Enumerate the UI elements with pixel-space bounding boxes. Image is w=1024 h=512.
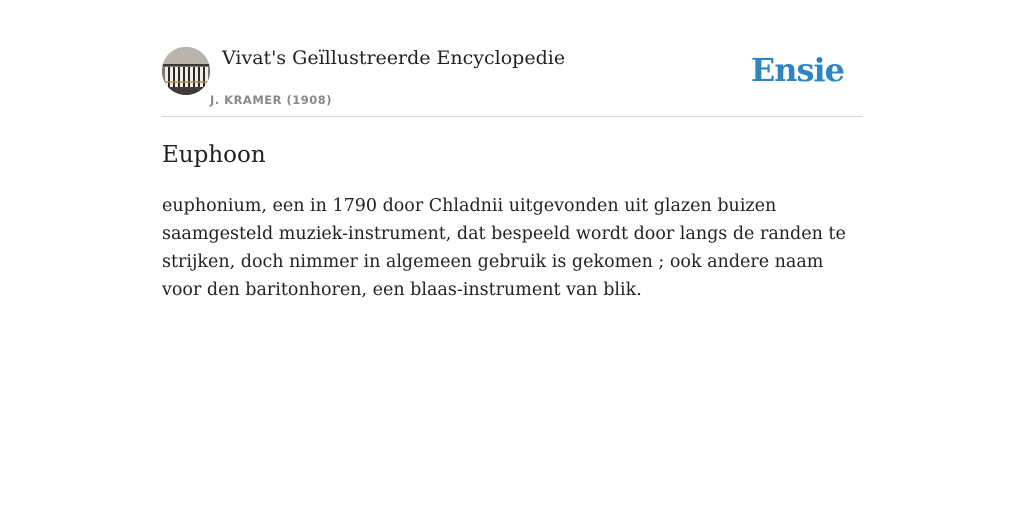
entry-body: euphonium, een in 1790 door Chladnii uitgevonden uit glazen buizen saamgesteld muziek-instrument, dat bespeeld wordt door langs de randen te strijken, doch nimmer in algemeen gebruik is gekomen ; ook andere naam voor den baritonhoren, een blaas-instrument van blik.	[162, 196, 846, 300]
entry-title: Euphoon	[162, 142, 266, 168]
source-title[interactable]: Vivat's Geïllustreerde Encyclopedie	[222, 47, 566, 69]
source-author: J. KRAMER (1908)	[210, 93, 332, 107]
brand-logo[interactable]: Ensie	[750, 51, 844, 89]
book-spines-icon	[162, 47, 210, 95]
source-header	[162, 46, 862, 117]
source-avatar[interactable]	[162, 47, 210, 95]
